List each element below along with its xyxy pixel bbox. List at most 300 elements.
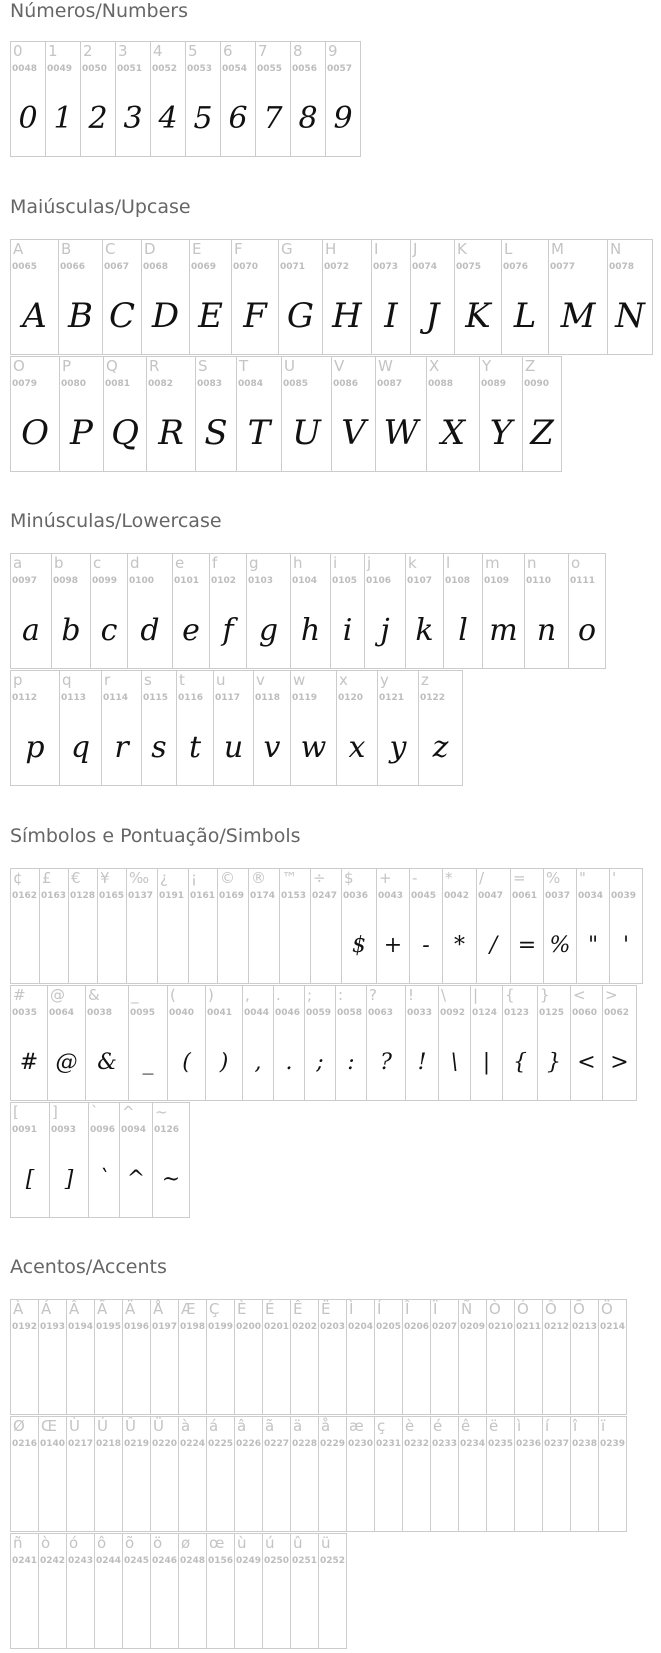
symbols-row-2	[10, 985, 636, 1101]
glyph-character-label: +	[379, 869, 392, 887]
glyph-cell	[167, 985, 206, 1101]
glyph-preview: 9	[333, 100, 353, 136]
glyph-character-label: ~	[155, 1103, 168, 1121]
glyph-character-label: Ö	[601, 1300, 613, 1318]
glyph-character-label: û	[293, 1534, 303, 1552]
glyph-code-label: 0251	[292, 1556, 318, 1566]
glyph-code-label: 0119	[292, 693, 318, 703]
glyph-character-label: à	[181, 1417, 191, 1435]
glyph-preview: W	[383, 413, 419, 453]
glyph-cell	[502, 985, 538, 1101]
glyph-code-label: 0235	[488, 1439, 514, 1449]
glyph-cell	[141, 239, 190, 355]
glyph-cell	[418, 670, 463, 786]
glyph-code-label: 0049	[47, 64, 73, 74]
glyph-preview	[158, 911, 188, 979]
glyph-preview	[319, 1459, 346, 1527]
glyph-code-label: 0163	[41, 891, 67, 901]
glyph-preview: Q	[111, 413, 139, 453]
glyph-cell	[542, 1416, 571, 1532]
glyph-code-label: 0228	[292, 1439, 318, 1449]
glyph-cell	[206, 1299, 235, 1415]
glyph-preview: c	[100, 612, 118, 648]
glyph-character-label: È	[237, 1300, 247, 1318]
glyph-preview	[123, 1459, 150, 1527]
glyph-cell	[570, 1416, 599, 1532]
glyph-cell	[39, 868, 69, 984]
glyph-cell	[273, 985, 305, 1101]
glyph-code-label: 0038	[87, 1008, 113, 1018]
glyph-code-label: 0156	[208, 1556, 234, 1566]
glyph-preview	[347, 1342, 374, 1410]
section-title-lowercase: Minúsculas/Lowercase	[10, 510, 222, 532]
glyph-code-label: 0252	[320, 1556, 346, 1566]
glyph-preview: :	[347, 1049, 355, 1075]
glyph-preview: +	[383, 932, 403, 958]
glyph-character-label: õ	[125, 1534, 135, 1552]
glyph-preview: U	[292, 413, 321, 453]
glyph-character-label: `	[91, 1103, 99, 1121]
glyph-preview: $	[352, 932, 366, 958]
glyph-cell	[217, 868, 249, 984]
glyph-preview	[179, 1459, 206, 1527]
glyph-character-label: Å	[153, 1300, 164, 1318]
glyph-preview	[291, 1342, 318, 1410]
glyph-preview: _	[142, 1049, 154, 1075]
glyph-cell	[255, 41, 291, 157]
glyph-code-label: 0128	[70, 891, 96, 901]
glyph-code-label: 0059	[306, 1008, 332, 1018]
glyph-code-label: 0068	[143, 262, 169, 272]
glyph-preview	[487, 1459, 514, 1527]
glyph-code-label: 0199	[208, 1322, 234, 1332]
glyph-character-label: I	[374, 240, 379, 258]
glyph-cell	[88, 1102, 120, 1218]
glyph-preview: D	[151, 296, 180, 336]
glyph-preview	[459, 1342, 486, 1410]
glyph-cell	[10, 1299, 39, 1415]
glyph-cell	[458, 1299, 487, 1415]
glyph-character-label: á	[209, 1417, 219, 1435]
glyph-code-label: 0099	[92, 576, 118, 586]
glyph-character-label: w	[293, 671, 306, 689]
glyph-cell	[66, 1533, 95, 1649]
glyph-character-label: [	[13, 1103, 19, 1121]
glyph-code-label: 0078	[609, 262, 635, 272]
glyph-code-label: 0055	[257, 64, 283, 74]
glyph-cell	[443, 553, 483, 669]
glyph-code-label: 0069	[191, 262, 217, 272]
glyph-character-label: :	[338, 986, 344, 1004]
glyph-code-label: 0125	[539, 1008, 565, 1018]
glyph-character-label: é	[433, 1417, 443, 1435]
glyph-character-label: ñ	[13, 1534, 23, 1552]
accents-row-2	[10, 1416, 626, 1532]
glyph-character-label: z	[421, 671, 429, 689]
glyph-cell	[470, 985, 503, 1101]
glyph-code-label: 0244	[96, 1556, 122, 1566]
glyph-preview: o	[577, 612, 597, 648]
glyph-code-label: 0076	[503, 262, 529, 272]
glyph-cell	[188, 868, 218, 984]
glyph-cell	[318, 1533, 347, 1649]
glyph-character-label: ü	[321, 1534, 331, 1552]
glyph-code-label: 0084	[238, 379, 264, 389]
glyph-cell	[371, 239, 411, 355]
glyph-cell	[290, 1416, 319, 1532]
glyph-code-label: 0070	[233, 262, 259, 272]
glyph-cell	[85, 985, 129, 1101]
glyph-character-label: d	[130, 554, 140, 572]
glyph-character-label: O	[13, 357, 25, 375]
glyph-code-label: 0063	[368, 1008, 394, 1018]
glyph-cell	[213, 670, 254, 786]
glyph-code-label: 0107	[407, 576, 433, 586]
glyph-character-label: ÷	[313, 869, 326, 887]
glyph-preview	[319, 1342, 346, 1410]
glyph-character-label: *	[445, 869, 453, 887]
glyph-cell	[10, 356, 60, 472]
section-title-symbols: Símbolos e Pontuação/Simbols	[10, 825, 301, 847]
glyph-code-label: 0073	[373, 262, 399, 272]
glyph-code-label: 0161	[190, 891, 216, 901]
glyph-cell	[279, 868, 311, 984]
glyph-preview: e	[182, 612, 200, 648]
glyph-preview: 7	[263, 100, 283, 136]
glyph-cell	[522, 356, 562, 472]
glyph-character-label: Ú	[97, 1417, 108, 1435]
glyph-cell	[178, 1533, 207, 1649]
glyph-preview: C	[108, 296, 135, 336]
glyph-code-label: 0082	[148, 379, 174, 389]
glyph-character-label: c	[93, 554, 102, 572]
glyph-cell	[290, 670, 337, 786]
glyph-character-label: v	[256, 671, 265, 689]
glyph-preview: l	[458, 612, 468, 648]
glyph-preview: y	[389, 729, 407, 765]
glyph-cell	[318, 1416, 347, 1532]
glyph-cell	[377, 670, 419, 786]
lowercase-row-2	[10, 670, 462, 786]
glyph-character-label: /	[479, 869, 485, 887]
glyph-character-label: !	[408, 986, 415, 1004]
glyph-code-label: 0114	[103, 693, 129, 703]
glyph-preview	[123, 1342, 150, 1410]
glyph-cell	[336, 670, 378, 786]
glyph-cell	[10, 868, 40, 984]
glyph-character-label: o	[571, 554, 581, 572]
glyph-cell	[80, 41, 116, 157]
glyph-code-label: 0140	[40, 1439, 66, 1449]
glyph-character-label: M	[551, 240, 564, 258]
accents-row-3	[10, 1533, 346, 1649]
glyph-character-label: #	[13, 986, 26, 1004]
glyph-code-label: 0075	[456, 262, 482, 272]
glyph-cell	[479, 356, 523, 472]
glyph-preview	[263, 1459, 290, 1527]
glyph-cell	[150, 1416, 179, 1532]
glyph-code-label: 0050	[82, 64, 108, 74]
glyph-character-label: Æ	[181, 1300, 196, 1318]
glyph-character-label: ô	[97, 1534, 107, 1552]
glyph-character-label: W	[378, 357, 393, 375]
glyph-code-label: 0194	[68, 1322, 94, 1332]
glyph-code-label: 0231	[376, 1439, 402, 1449]
glyph-character-label: 3	[118, 42, 128, 60]
glyph-code-label: 0101	[174, 576, 200, 586]
glyph-character-label: Y	[482, 357, 492, 375]
glyph-preview	[207, 1459, 234, 1527]
glyph-cell	[10, 553, 52, 669]
glyph-cell	[248, 868, 280, 984]
glyph-preview	[543, 1342, 570, 1410]
glyph-preview	[127, 911, 157, 979]
glyph-preview	[515, 1342, 542, 1410]
glyph-preview: 0	[18, 100, 38, 136]
glyph-character-label: Á	[41, 1300, 52, 1318]
glyph-code-label: 0060	[572, 1008, 598, 1018]
glyph-preview: q	[70, 729, 91, 765]
glyph-cell	[374, 1416, 403, 1532]
glyph-character-label: Ø	[13, 1417, 25, 1435]
glyph-code-label: 0077	[550, 262, 576, 272]
glyph-character-label: ì	[517, 1417, 522, 1435]
glyph-code-label: 0103	[248, 576, 274, 586]
glyph-character-label: 2	[83, 42, 93, 60]
glyph-code-label: 0242	[40, 1556, 66, 1566]
glyph-cell	[290, 1533, 319, 1649]
glyph-character-label: Œ	[41, 1417, 58, 1435]
glyph-code-label: 0097	[12, 576, 38, 586]
glyph-cell	[59, 670, 102, 786]
glyph-character-label: 7	[258, 42, 268, 60]
glyph-cell	[262, 1533, 291, 1649]
glyph-preview	[249, 911, 279, 979]
glyph-code-label: 0214	[600, 1322, 626, 1332]
glyph-code-label: 0054	[222, 64, 248, 74]
glyph-cell	[150, 41, 186, 157]
glyph-code-label: 0086	[333, 379, 359, 389]
glyph-preview: a	[22, 612, 40, 648]
glyph-code-label: 0219	[124, 1439, 150, 1449]
glyph-code-label: 0098	[53, 576, 79, 586]
glyph-character-label: ò	[41, 1534, 51, 1552]
glyph-code-label: 0224	[180, 1439, 206, 1449]
glyph-preview: F	[243, 296, 267, 336]
glyph-preview: 3	[123, 100, 143, 136]
glyph-code-label: 0106	[366, 576, 392, 586]
glyph-code-label: 0062	[604, 1008, 630, 1018]
glyph-code-label: 0042	[444, 891, 470, 901]
glyph-character-label: ã	[265, 1417, 275, 1435]
glyph-character-label: ™	[282, 869, 297, 887]
glyph-cell	[486, 1299, 515, 1415]
glyph-preview	[431, 1342, 458, 1410]
glyph-cell	[206, 1533, 235, 1649]
glyph-character-label: 0	[13, 42, 23, 60]
glyph-code-label: 0122	[420, 693, 446, 703]
glyph-cell	[524, 553, 569, 669]
glyph-code-label: 0204	[348, 1322, 374, 1332]
glyph-character-label: "	[579, 869, 586, 887]
glyph-preview: =	[517, 932, 537, 958]
glyph-character-label: 4	[153, 42, 163, 60]
glyph-code-label: 0201	[264, 1322, 290, 1332]
glyph-code-label: 0100	[129, 576, 155, 586]
glyph-preview	[515, 1459, 542, 1527]
glyph-preview: /	[489, 932, 498, 958]
glyph-code-label: 0229	[320, 1439, 346, 1449]
glyph-preview	[11, 1342, 38, 1410]
glyph-cell	[405, 553, 444, 669]
glyph-code-label: 0250	[264, 1556, 290, 1566]
glyph-preview	[39, 1576, 66, 1644]
glyph-character-label: F	[234, 240, 243, 258]
glyph-preview	[571, 1342, 598, 1410]
glyph-code-label: 0035	[12, 1008, 38, 1018]
glyph-character-label: Ç	[209, 1300, 220, 1318]
glyph-character-label: ù	[237, 1534, 247, 1552]
glyph-cell	[150, 1533, 179, 1649]
glyph-cell	[430, 1299, 459, 1415]
glyph-code-label: 0033	[407, 1008, 433, 1018]
glyph-character-label: U	[284, 357, 295, 375]
glyph-cell	[10, 1102, 50, 1218]
glyph-cell	[322, 239, 372, 355]
glyph-preview	[151, 1459, 178, 1527]
glyph-character-label: p	[13, 671, 23, 689]
glyph-preview: v	[263, 729, 281, 765]
glyph-character-label: ä	[293, 1417, 303, 1435]
glyph-cell	[548, 239, 608, 355]
glyph-code-label: 0191	[159, 891, 185, 901]
glyph-preview: ^	[126, 1166, 146, 1192]
glyph-code-label: 0220	[152, 1439, 178, 1449]
glyph-preview	[218, 911, 248, 979]
glyph-character-label: &	[88, 986, 100, 1004]
glyph-character-label: <	[573, 986, 586, 1004]
glyph-code-label: 0079	[12, 379, 38, 389]
glyph-code-label: 0153	[281, 891, 307, 901]
glyph-cell	[119, 1102, 153, 1218]
glyph-code-label: 0211	[516, 1322, 542, 1332]
glyph-code-label: 0067	[104, 262, 130, 272]
glyph-cell	[278, 239, 323, 355]
glyph-character-label: ¡	[191, 869, 198, 887]
glyph-preview: j	[380, 612, 390, 648]
glyph-preview: s	[151, 729, 167, 765]
glyph-cell	[454, 239, 502, 355]
glyph-cell	[185, 41, 221, 157]
glyph-character-label: H	[325, 240, 337, 258]
glyph-code-label: 0115	[143, 693, 169, 703]
glyph-preview: t	[188, 729, 202, 765]
glyph-character-label: '	[612, 869, 617, 887]
glyph-code-label: 0212	[544, 1322, 570, 1332]
glyph-preview: A	[22, 296, 47, 336]
section-title-numbers: Números/Numbers	[10, 0, 188, 22]
glyph-cell	[501, 239, 549, 355]
glyph-preview: 4	[158, 100, 178, 136]
glyph-cell	[101, 670, 142, 786]
glyph-code-label: 0053	[187, 64, 213, 74]
glyph-character-label: Z	[525, 357, 536, 375]
glyph-cell	[609, 868, 643, 984]
glyph-preview	[235, 1576, 262, 1644]
glyph-character-label: å	[321, 1417, 331, 1435]
glyph-cell	[10, 670, 60, 786]
glyph-preview	[235, 1342, 262, 1410]
glyph-cell	[576, 868, 610, 984]
glyph-character-label: ,	[245, 986, 250, 1004]
glyph-character-label: =	[513, 869, 526, 887]
glyph-preview: ~	[161, 1166, 181, 1192]
glyph-preview	[189, 911, 217, 979]
glyph-preview: h	[300, 612, 321, 648]
glyph-character-label: Ä	[125, 1300, 136, 1318]
glyph-character-label: 8	[293, 42, 303, 60]
glyph-preview	[280, 911, 310, 979]
glyph-character-label: q	[62, 671, 72, 689]
glyph-cell	[10, 41, 46, 157]
glyph-cell	[290, 1299, 319, 1415]
glyph-code-label: 0109	[484, 576, 510, 586]
glyph-code-label: 0233	[432, 1439, 458, 1449]
glyph-code-label: 0047	[478, 891, 504, 901]
glyph-cell	[38, 1533, 67, 1649]
glyph-preview: !	[417, 1049, 427, 1075]
glyph-code-label: 0120	[338, 693, 364, 703]
glyph-preview	[263, 1576, 290, 1644]
glyph-cell	[405, 985, 439, 1101]
glyph-code-label: 0065	[12, 262, 38, 272]
glyph-code-label: 0061	[512, 891, 538, 901]
glyph-code-label: 0034	[578, 891, 604, 901]
glyph-code-label: 0074	[412, 262, 438, 272]
glyph-character-label: æ	[349, 1417, 364, 1435]
glyph-preview: }	[547, 1049, 561, 1075]
glyph-code-label: 0137	[128, 891, 154, 901]
upcase-row-2	[10, 356, 561, 472]
glyph-character-label: h	[293, 554, 303, 572]
glyph-preview	[179, 1576, 206, 1644]
glyph-cell	[10, 1533, 39, 1649]
glyph-preview: g	[258, 612, 279, 648]
glyph-preview: R	[158, 413, 184, 453]
glyph-cell	[195, 356, 237, 472]
glyph-code-label: 0046	[275, 1008, 301, 1018]
glyph-character-label: Ù	[69, 1417, 80, 1435]
glyph-code-label: 0095	[130, 1008, 156, 1018]
glyph-preview: ,	[254, 1049, 262, 1075]
glyph-preview: {	[513, 1049, 527, 1075]
glyph-code-label: 0113	[61, 693, 87, 703]
glyph-cell	[126, 868, 158, 984]
glyph-code-label: 0112	[12, 693, 38, 703]
glyph-code-label: 0162	[12, 891, 38, 901]
upcase-row-1	[10, 239, 652, 355]
glyph-character-label: ¿	[160, 869, 168, 887]
glyph-code-label: 0091	[12, 1125, 38, 1135]
glyph-cell	[375, 356, 427, 472]
glyph-preview	[11, 1459, 38, 1527]
glyph-cell	[178, 1416, 207, 1532]
glyph-preview	[67, 1459, 94, 1527]
glyph-preview: G	[286, 296, 315, 336]
glyph-cell	[157, 868, 189, 984]
glyph-preview: )	[219, 1049, 229, 1075]
accents-row-1	[10, 1299, 626, 1415]
